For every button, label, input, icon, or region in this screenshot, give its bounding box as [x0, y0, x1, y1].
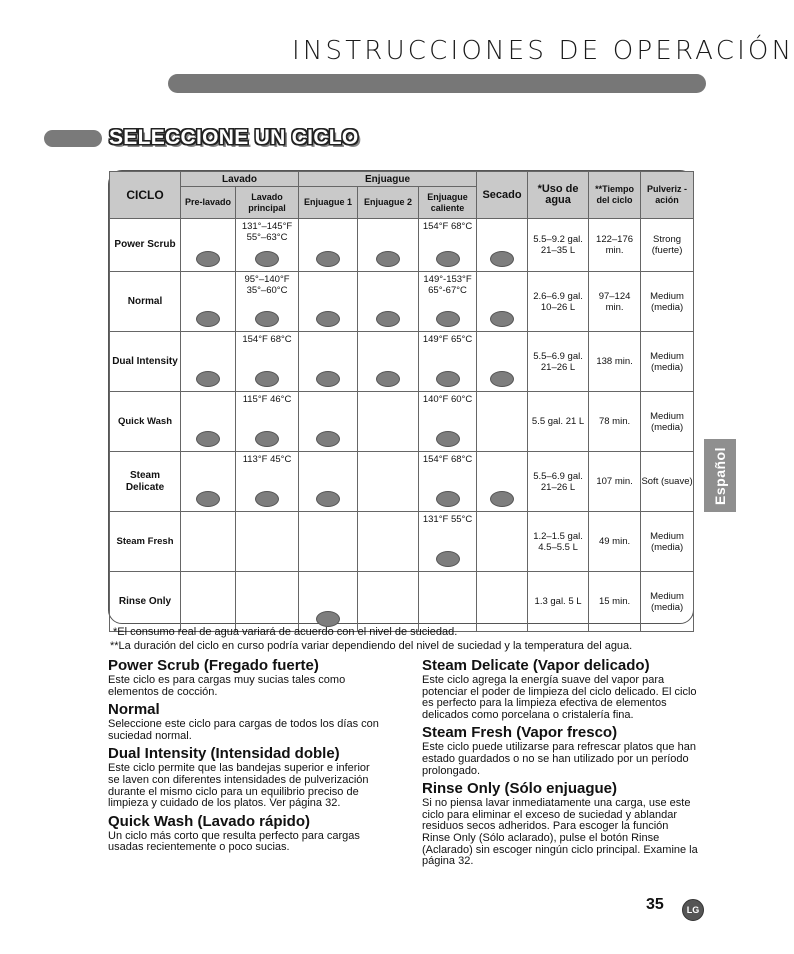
normal-heading: Normal — [108, 701, 160, 719]
rinse-temp: 154°F 68°C — [422, 454, 473, 465]
active-dot — [436, 431, 460, 447]
language-tab-label: Español — [712, 446, 728, 505]
header-enjuague-2: Enjuague 2 — [358, 187, 419, 219]
water-usage: 5.5–6.9 gal. 21–26 L — [528, 332, 589, 392]
cell-enjuague-caliente — [419, 452, 477, 512]
cell-lavado-principal — [236, 219, 299, 272]
header-enjuague-1: Enjuague 1 — [299, 187, 358, 219]
spray-intensity: Soft (suave) — [641, 452, 694, 512]
cell-lavado-principal — [236, 572, 299, 632]
cell-secado — [477, 392, 528, 452]
cycle-name: Normal — [110, 272, 181, 332]
header-enjuague: Enjuague — [299, 172, 477, 187]
cycle-name: Steam Delicate — [110, 452, 181, 512]
header-enjuague-caliente: Enjuague caliente — [419, 187, 477, 219]
cell-enjuague-caliente — [419, 572, 477, 632]
active-dot — [490, 371, 514, 387]
header-ciclo: CICLO — [110, 172, 181, 219]
header-secado: Secado — [477, 172, 528, 219]
table-row — [110, 219, 694, 272]
section-pill — [44, 130, 102, 147]
active-dot — [255, 491, 279, 507]
water-usage: 1.3 gal. 5 L — [528, 572, 589, 632]
cell-lavado-principal — [236, 512, 299, 572]
cell-pre-lavado — [181, 219, 236, 272]
wash-temp: 95°–140°F 35°–60°C — [244, 274, 290, 296]
note-duration: **La duración del ciclo en curso podría variar dependiendo del nivel de suciedad y la temperatura del agua. — [110, 640, 633, 652]
water-usage: 2.6–6.9 gal. 10–26 L — [528, 272, 589, 332]
active-dot — [196, 251, 220, 267]
active-dot — [490, 311, 514, 327]
rinse-temp: 149°F 65°C — [422, 334, 473, 345]
cycle-table-grid — [109, 171, 694, 632]
table-row — [110, 452, 694, 512]
cell-enjuague-caliente — [419, 392, 477, 452]
cycle-table — [108, 170, 694, 624]
cycle-time: 122–176 min. — [589, 219, 641, 272]
header-uso-agua: *Uso de agua — [528, 172, 589, 219]
active-dot — [436, 251, 460, 267]
cycle-time: 138 min. — [589, 332, 641, 392]
wash-temp: 115°F 46°C — [242, 394, 292, 405]
rinse-temp: 149°-153°F 65°-67°C — [423, 274, 472, 296]
cell-pre-lavado — [181, 272, 236, 332]
cell-secado — [477, 572, 528, 632]
cell-enjuague-1 — [299, 272, 358, 332]
spray-intensity: Medium (media) — [641, 572, 694, 632]
note-water: *El consumo real de agua variará de acuerdo con el nivel de suciedad. — [113, 626, 458, 638]
cycle-time: 107 min. — [589, 452, 641, 512]
active-dot — [196, 431, 220, 447]
active-dot — [376, 251, 400, 267]
active-dot — [436, 371, 460, 387]
cell-enjuague-2 — [358, 272, 419, 332]
cell-secado — [477, 332, 528, 392]
page-number: 35 — [646, 896, 664, 913]
cell-pre-lavado — [181, 332, 236, 392]
steam-fresh-heading: Steam Fresh (Vapor fresco) — [422, 724, 618, 742]
cell-secado — [477, 512, 528, 572]
steam-delicate-text: Este ciclo agrega la energía suave del vapor para potenciar el poder de limpieza del ciclo delicado. El ciclo es perfecto para la limpieza efectiva de elementos delicados como porcelana o cristalería fina. — [422, 674, 697, 721]
active-dot — [376, 371, 400, 387]
cell-lavado-principal — [236, 272, 299, 332]
table-row — [110, 512, 694, 572]
spray-intensity: Strong (fuerte) — [641, 219, 694, 272]
active-dot — [255, 371, 279, 387]
cell-lavado-principal — [236, 392, 299, 452]
quick-wash-text: Un ciclo más corto que resulta perfecto para cargas usadas recientemente o poco sucias. — [108, 829, 360, 854]
active-dot — [490, 251, 514, 267]
active-dot — [316, 491, 340, 507]
spray-intensity: Medium (media) — [641, 512, 694, 572]
cell-pre-lavado — [181, 392, 236, 452]
normal-text: Seleccione este ciclo para cargas de todos los días con suciedad normal. — [108, 718, 379, 742]
wash-temp: 113°F 45°C — [242, 454, 292, 465]
water-usage: 5.5–9.2 gal. 21–35 L — [528, 219, 589, 272]
active-dot — [316, 371, 340, 387]
cycle-name: Power Scrub — [110, 219, 181, 272]
cycle-name: Quick Wash — [110, 392, 181, 452]
rinse-temp: 131°F 55°C — [422, 514, 473, 525]
cell-enjuague-1 — [299, 452, 358, 512]
table-row — [110, 392, 694, 452]
active-dot — [436, 311, 460, 327]
power-scrub-heading: Power Scrub (Fregado fuerte) — [108, 657, 319, 674]
steam-delicate-heading: Steam Delicate (Vapor delicado) — [422, 657, 650, 674]
wash-temp: 131°–145°F 55°–63°C — [241, 221, 293, 243]
active-dot — [436, 551, 460, 567]
active-dot — [316, 311, 340, 327]
header-pre-lavado: Pre-lavado — [181, 187, 236, 219]
cycle-time: 49 min. — [589, 512, 641, 572]
cell-enjuague-1 — [299, 392, 358, 452]
cell-secado — [477, 219, 528, 272]
spray-intensity: Medium (media) — [641, 272, 694, 332]
active-dot — [255, 311, 279, 327]
steam-fresh-text: Este ciclo puede utilizarse para refrescar platos que han estado guardados o no se han utilizado por un período prolongado. — [422, 741, 696, 777]
section-title: SELECCIONE UN CICLO — [109, 126, 359, 149]
table-notes — [110, 625, 632, 653]
cell-secado — [477, 272, 528, 332]
water-usage: 5.5 gal. 21 L — [528, 392, 589, 452]
active-dot — [196, 491, 220, 507]
active-dot — [490, 491, 514, 507]
spray-intensity: Medium (media) — [641, 392, 694, 452]
active-dot — [316, 251, 340, 267]
cycle-name: Dual Intensity — [110, 332, 181, 392]
quick-wash-heading: Quick Wash (Lavado rápido) — [108, 812, 310, 830]
page-header-title: INSTRUCCIONES DE OPERACIÓN — [292, 36, 794, 66]
wash-temp: 154°F 68°C — [242, 334, 292, 345]
rinse-only-heading: Rinse Only (Sólo enjuague) — [422, 780, 618, 798]
descriptions-left — [108, 657, 383, 857]
dual-intensity-heading: Dual Intensity (Intensidad doble) — [108, 745, 340, 763]
cell-enjuague-2 — [358, 452, 419, 512]
active-dot — [255, 251, 279, 267]
spray-intensity: Medium (media) — [641, 332, 694, 392]
language-tab — [704, 439, 736, 512]
water-usage: 1.2–1.5 gal. 4.5–5.5 L — [528, 512, 589, 572]
cycle-time: 97–124 min. — [589, 272, 641, 332]
cycle-name: Rinse Only — [110, 572, 181, 632]
cell-enjuague-2 — [358, 572, 419, 632]
table-row — [110, 332, 694, 392]
header-lavado-principal: Lavado principal — [236, 187, 299, 219]
rinse-only-text: Si no piensa lavar inmediatamente una carga, use este ciclo para eliminar el exceso de suciedad y ablandar residuos secos adheridos. Para escoger la función Rinse Only (Sólo aclarado), pulse el botón Rinse (Aclarado) sin escoger ningún ciclo principal. Examine la página 32. — [422, 797, 698, 868]
water-usage: 5.5–6.9 gal. 21–26 L — [528, 452, 589, 512]
cell-enjuague-caliente — [419, 219, 477, 272]
cell-enjuague-2 — [358, 512, 419, 572]
cell-enjuague-1 — [299, 512, 358, 572]
cell-enjuague-2 — [358, 392, 419, 452]
cell-enjuague-2 — [358, 219, 419, 272]
header-tiempo: **Tiempo del ciclo — [589, 172, 641, 219]
cycle-time: 78 min. — [589, 392, 641, 452]
header-pulverizacion: Pulveriz -ación — [641, 172, 694, 219]
cycle-name: Steam Fresh — [110, 512, 181, 572]
table-row — [110, 272, 694, 332]
cell-lavado-principal — [236, 452, 299, 512]
cell-enjuague-1 — [299, 219, 358, 272]
cell-secado — [477, 452, 528, 512]
cell-enjuague-caliente — [419, 272, 477, 332]
rinse-temp: 140°F 60°C — [422, 394, 473, 405]
active-dot — [436, 491, 460, 507]
cell-enjuague-1 — [299, 572, 358, 632]
cycle-time: 15 min. — [589, 572, 641, 632]
active-dot — [196, 371, 220, 387]
cell-pre-lavado — [181, 452, 236, 512]
header-bar — [168, 74, 706, 93]
lg-logo-icon: LG — [682, 899, 704, 921]
rinse-temp: 154°F 68°C — [422, 221, 473, 232]
header-lavado: Lavado — [181, 172, 299, 187]
active-dot — [255, 431, 279, 447]
table-row — [110, 572, 694, 632]
cell-enjuague-caliente — [419, 512, 477, 572]
active-dot — [196, 311, 220, 327]
active-dot — [316, 431, 340, 447]
cell-lavado-principal — [236, 332, 299, 392]
power-scrub-text: Este ciclo es para cargas muy sucias tales como elementos de cocción. — [108, 674, 346, 698]
cell-enjuague-caliente — [419, 332, 477, 392]
cell-pre-lavado — [181, 572, 236, 632]
active-dot — [376, 311, 400, 327]
descriptions-right — [422, 657, 698, 871]
cell-enjuague-1 — [299, 332, 358, 392]
cell-enjuague-2 — [358, 332, 419, 392]
cell-pre-lavado — [181, 512, 236, 572]
dual-intensity-text: Este ciclo permite que las bandejas superior e inferior se laven con diferentes intensidades de pulverización durante el mismo ciclo para un equilibrio preciso de limpieza y cuidado de los platos. Ver página 32. — [108, 762, 370, 810]
